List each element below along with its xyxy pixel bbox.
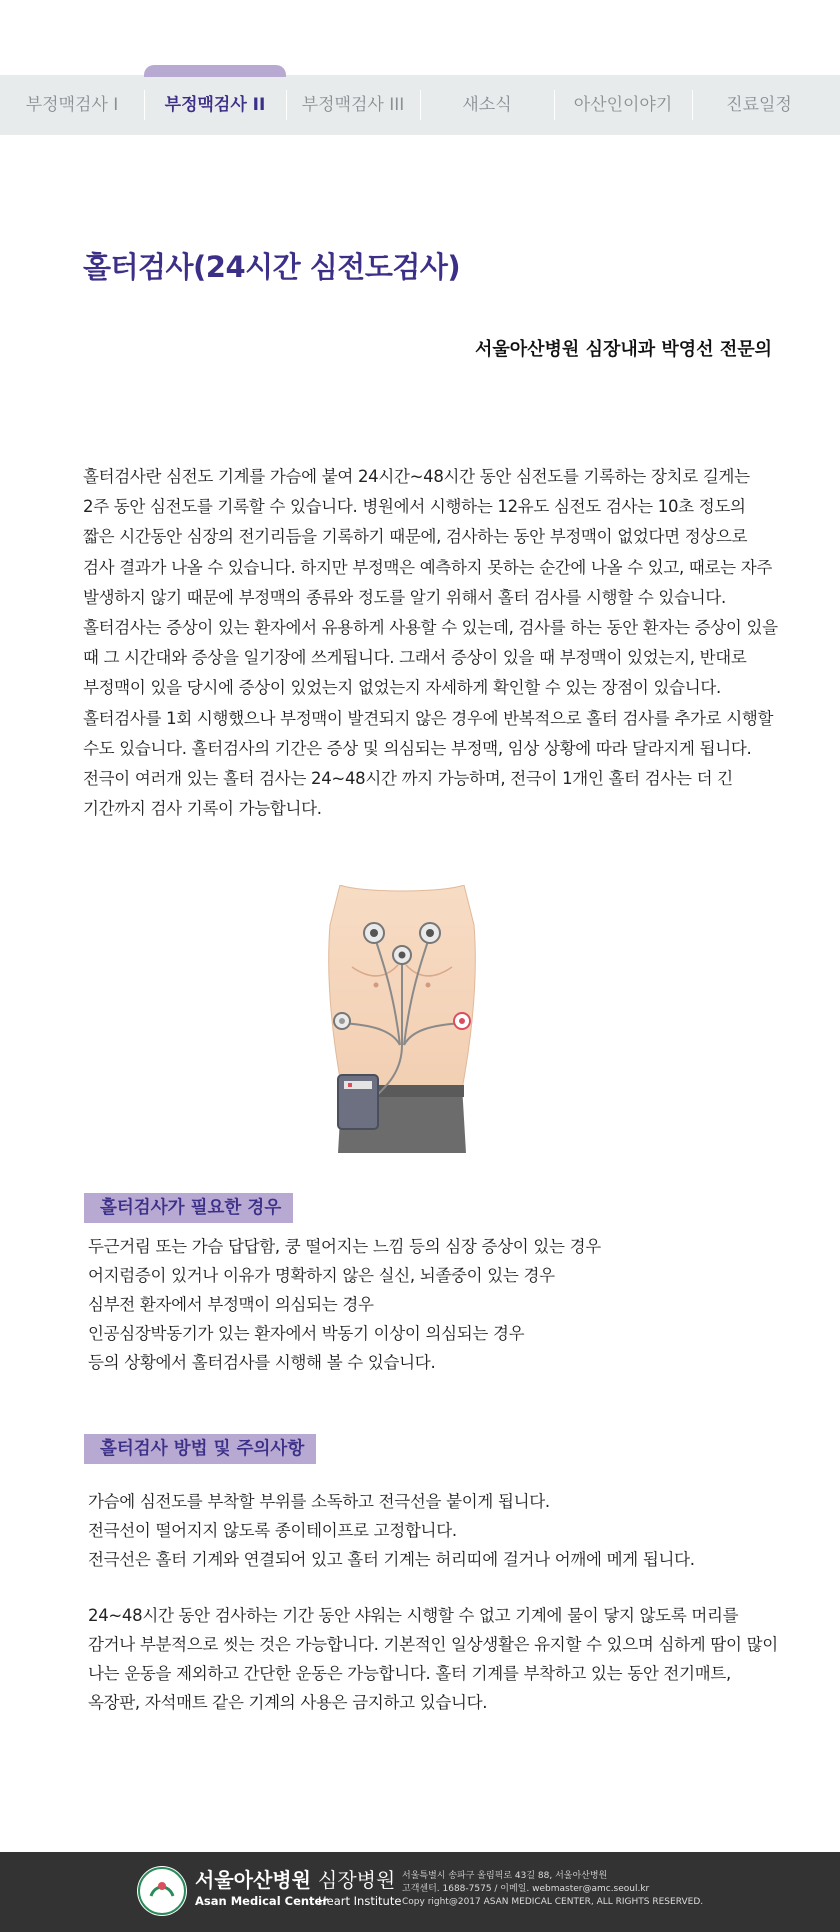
tab-arrhythmia-1[interactable]: 부정맥검사 I [25,95,119,115]
footer-address: 서울특별시 송파구 올림픽로 43길 88, 서울아산병원 [402,1871,608,1881]
list-item: 어지럼증이 있거나 이유가 명확하지 않은 실신, 뇌졸중이 있는 경우 [88,1266,555,1285]
tab-arrhythmia-3[interactable]: 부정맥검사 III [301,95,405,115]
hospital-name-kr: 서울아산병원 [195,1868,311,1892]
department-name-en: Heart Institute [318,1894,402,1908]
department-name-kr: 심장병원 [318,1868,396,1892]
hospital-name-en: Asan Medical Center [195,1894,329,1908]
footer [0,1852,840,1932]
list-item: 등의 상황에서 홀터검사를 시행해 볼 수 있습니다. [88,1353,436,1372]
holter-monitor-illustration [302,885,502,1153]
footer-copyright: Copy right@2017 ASAN MEDICAL CENTER, ALL RIGHTS RESERVED. [402,1897,704,1907]
author-byline: 서울아산병원 심장내과 박영선 전문의 [474,339,772,360]
list-item: 전극선이 떨어지지 않도록 종이테이프로 고정합니다. [88,1521,457,1540]
tab-asan-stories[interactable]: 아산인이야기 [573,95,673,115]
tab-arrhythmia-2[interactable]: 부정맥검사 II [164,95,266,115]
tab-news[interactable]: 새소식 [462,95,512,115]
footer-info [402,1870,703,1909]
holter-device-icon [338,1075,378,1129]
intro-paragraph: 홀터검사란 심전도 기계를 가슴에 붙여 24시간~48시간 동안 심전도를 기록하는 장치로 길게는 2주 동안 심전도를 기록할 수 있습니다. 병원에서 시행하는 12유도 심전도 검사는 10초 정도의 짧은 시간동안 심장의 전기리듬을 기록하기 때문에, 검사하는 동안 부정맥이 없었다면 정상으로 검사 결과가 나올 수 있습니다. 하지만 부정맥은 예측하지 못하는 순간에 나올 수 있고, 때로는 자주 발생하지 않기 때문에 부정맥의 종류와 정도를 알기 위해서 홀터 검사를 시행할 수 있습니다. 홀터검사는 증상이 있는 환자에서 유용하게 사용할 수 있는데, 검사를 하는 동안 환자는 증상이 있을 때 그 시간대와 증상을 일기장에 쓰게됩니다. 그래서 증상이 있을 때 부정맥이 있었는지, 반대로 부정맥이 있을 당시에 증상이 있었는지 없었는지 자세하게 확인할 수 있는 장점이 있습니다. 홀터검사를 1회 시행했으나 부정맥이 발견되지 않은 경우에 반복적으로 홀터 검사를 추가로 시행할 수도 있습니다. 홀터검사의 기간은 증상 및 의심되는 부정맥, 임상 상황에 따라 달라지게 됩니다. 전극이 여러개 있는 홀터 검사는 24~48시간 까지 가능하며, 전극이 1개인 홀터 검사는 더 긴 기간까지 검사 기록이 가능합니다. [83,467,778,819]
list-item: 두근거림 또는 가슴 답답함, 쿵 떨어지는 느낌 등의 심장 증상이 있는 경우 [88,1237,601,1256]
tab-schedule[interactable]: 진료일정 [726,95,792,115]
section-heading-indications: 홀터검사가 필요한 경우 [84,1193,293,1223]
indications-list [88,1232,788,1377]
list-item: 심부전 환자에서 부정맥이 의심되는 경우 [88,1295,374,1314]
section-heading-method-precautions: 홀터검사 방법 및 주의사항 [84,1434,316,1464]
method-list [88,1487,788,1574]
precautions-paragraph: 24~48시간 동안 검사하는 기간 동안 샤워는 시행할 수 없고 기계에 물이 닿지 않도록 머리를 감거나 부분적으로 씻는 것은 가능합니다. 기본적인 일상생활은 유지할 수 있으며 심하게 땀이 많이 나는 운동을 제외하고 간단한 운동은 가능합니다. 홀터 기계를 부착하고 있는 동안 전기매트, 옥장판, 자석매트 같은 기계의 사용은 금지하고 있습니다. [88,1606,778,1712]
list-item: 전극선은 홀터 기계와 연결되어 있고 홀터 기계는 허리띠에 걸거나 어깨에 메게 됩니다. [88,1550,695,1569]
page-title: 홀터검사(24시간 심전도검사) [83,250,461,284]
footer-contact: 고객센터. 1688-7575 / 이메일. webmaster@amc.seoul.kr [402,1884,650,1894]
list-item: 인공심장박동기가 있는 환자에서 박동기 이상이 의심되는 경우 [88,1324,525,1343]
list-item: 가슴에 심전도를 부착할 부위를 소독하고 전극선을 붙이게 됩니다. [88,1492,550,1511]
hospital-logo-icon [137,1866,187,1916]
